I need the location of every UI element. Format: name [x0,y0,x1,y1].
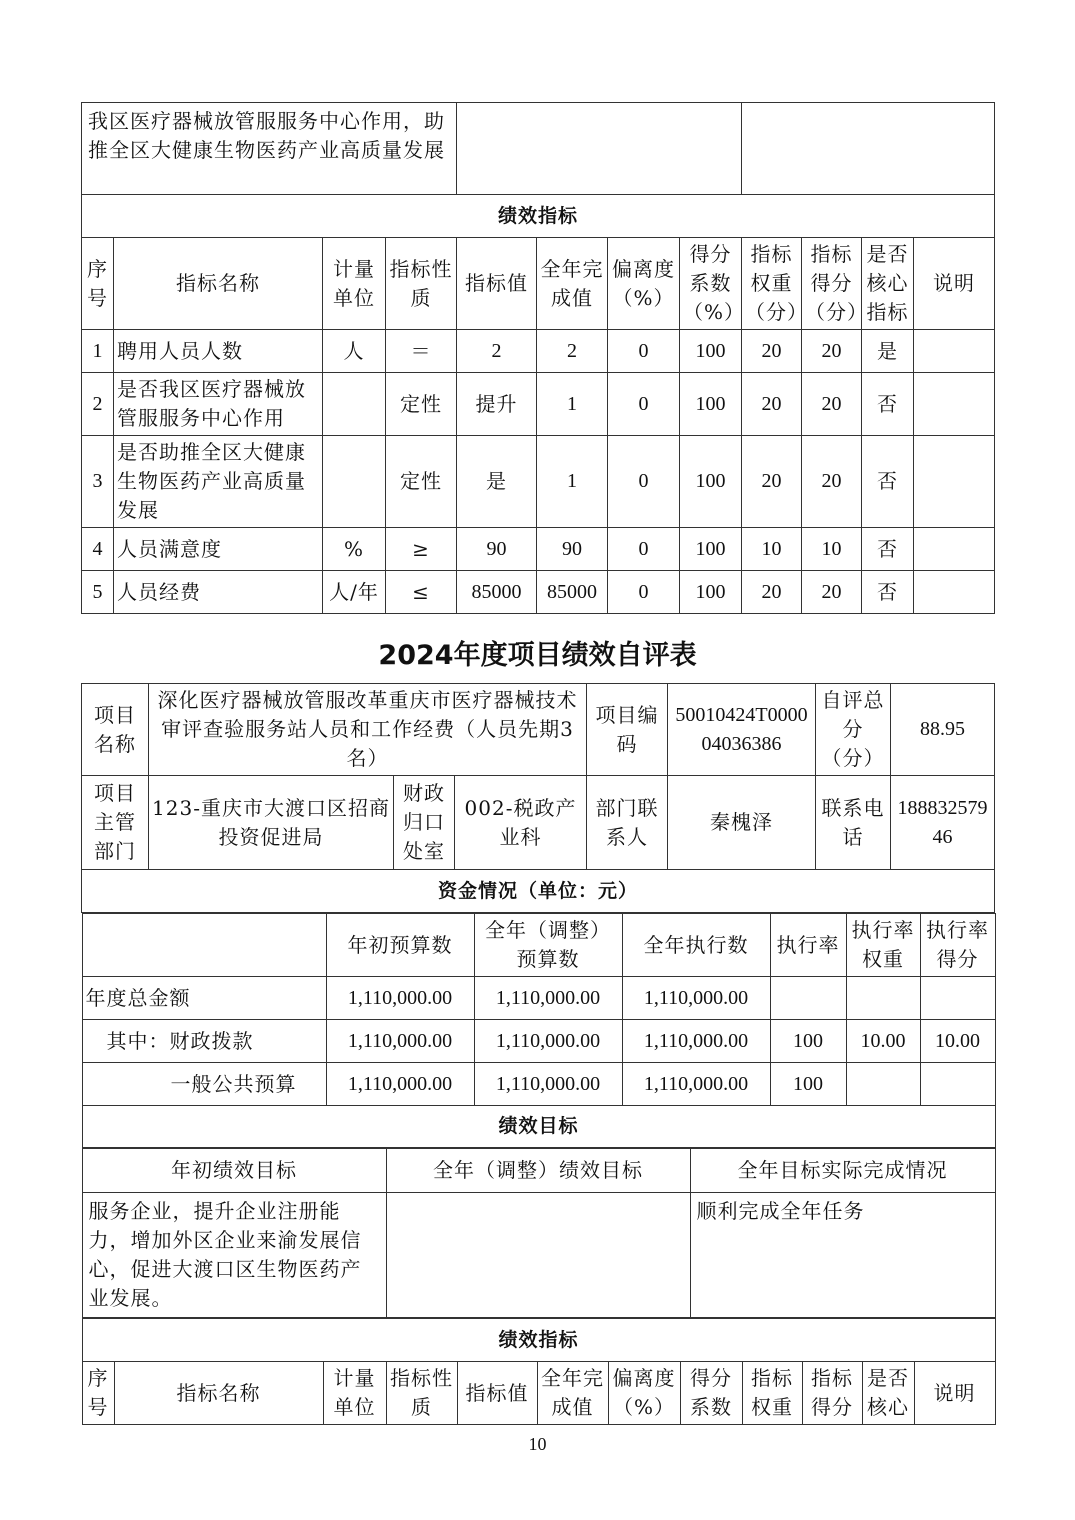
cell: 1 [537,373,608,436]
cell [323,373,386,436]
cell: 100 [680,571,742,614]
cell: 20 [742,373,802,436]
cell: 年度总金额 [82,977,326,1020]
funds-heading: 资金情况（单位：元） [82,870,995,913]
header-cell: 计量单位 [323,238,386,330]
cell: 100 [770,1020,846,1063]
dept-label: 项目主管部门 [82,776,149,870]
cell: 1 [537,436,608,528]
office-label: 财政归口处室 [394,776,455,870]
header-cell: 指标值 [457,238,537,330]
cell: 3 [82,436,114,528]
cell [770,977,846,1020]
cell [323,436,386,528]
table-header-row [82,238,995,330]
cell: 聘用人员人数 [114,330,323,373]
header-cell: 年初预算数 [326,914,474,977]
cell: 1,110,000.00 [326,1063,474,1106]
cell: 人 [323,330,386,373]
table-row [82,1063,995,1106]
cell: 1 [82,330,114,373]
header-cell: 全年（调整）预算数 [474,914,622,977]
cell: 20 [742,571,802,614]
header-cell: 指标性质 [386,1362,457,1425]
cell: 20 [802,571,862,614]
cell: 2 [82,373,114,436]
cell: 2 [457,330,537,373]
header-cell: 指标得分 [802,1362,862,1425]
cell: 10.00 [846,1020,920,1063]
cell: 20 [802,436,862,528]
cell: 1,110,000.00 [622,1020,770,1063]
cell [914,571,995,614]
goal-text-cell: 我区医疗器械放管服服务中心作用，助推全区大健康生物医药产业高质量发展 [82,103,457,195]
cell: 1,110,000.00 [622,1063,770,1106]
cell: 20 [802,373,862,436]
initial-goal: 服务企业，提升企业注册能力，增加外区企业来渝发展信心，促进大渡口区生物医药产业发展。 [82,1193,386,1318]
indicator-table-top [81,102,995,614]
header-cell: 全年目标实际完成情况 [690,1149,995,1193]
cell: 是否助推全区大健康生物医药产业高质量发展 [114,436,323,528]
cell: 是否我区医疗器械放管服服务中心作用 [114,373,323,436]
cell [920,1063,995,1106]
cell: 0 [608,528,680,571]
cell: 1,110,000.00 [474,977,622,1020]
cell: 90 [457,528,537,571]
header-cell: 是否核心 [862,1362,914,1425]
project-code: 50010424T000004036386 [668,684,816,776]
section-heading: 绩效指标 [82,195,995,238]
header-cell: 偏离度（%） [608,1362,680,1425]
header-cell: 指标权重 [742,1362,802,1425]
cell: 1,110,000.00 [474,1063,622,1106]
cell: 10 [742,528,802,571]
self-score-label: 自评总分（分） [816,684,891,776]
header-cell: 说明 [914,238,995,330]
cell: 定性 [386,373,457,436]
header-cell [82,914,326,977]
cell: 1,110,000.00 [622,977,770,1020]
cell [920,977,995,1020]
cell: 100 [680,330,742,373]
header-cell: 得分系数（%） [680,238,742,330]
cell [914,373,995,436]
cell [914,528,995,571]
cell: 90 [537,528,608,571]
cell: 否 [862,373,914,436]
cell: 100 [680,373,742,436]
header-cell: 年初绩效目标 [82,1149,386,1193]
cell: 85000 [537,571,608,614]
header-cell: 全年完成值 [537,238,608,330]
page-number: 10 [528,1434,547,1454]
cell: 1,110,000.00 [326,1020,474,1063]
header-cell: 执行率 [770,914,846,977]
actual-completion: 顺利完成全年任务 [690,1193,995,1318]
page-title: 2024年度项目绩效自评表 [378,640,697,671]
header-cell: 偏离度（%） [608,238,680,330]
table-row [82,528,995,571]
cell: 0 [608,436,680,528]
cell: 85000 [457,571,537,614]
cell: 20 [742,436,802,528]
goal-actual-cell [742,103,995,195]
goals-heading: 绩效目标 [82,1106,995,1148]
cell: 2 [537,330,608,373]
contact: 秦槐泽 [668,776,816,870]
contact-label: 部门联系人 [587,776,668,870]
cell: 0 [608,330,680,373]
header-cell: 说明 [914,1362,995,1425]
table-row [82,373,995,436]
cell: 其中：财政拨款 [82,1020,326,1063]
header-cell: 执行率得分 [920,914,995,977]
self-score: 88.95 [891,684,995,776]
project-name-label: 项目名称 [82,684,149,776]
cell: 20 [742,330,802,373]
cell: 否 [862,436,914,528]
table-row [82,571,995,614]
header-cell: 指标性质 [386,238,457,330]
cell: 定性 [386,436,457,528]
cell: 是 [457,436,537,528]
header-cell: 全年（调整）绩效目标 [386,1149,690,1193]
cell: 人员经费 [114,571,323,614]
table-row [82,436,995,528]
goals-header-row [82,1149,995,1193]
cell: 0 [608,373,680,436]
cell: 人/年 [323,571,386,614]
header-cell: 计量单位 [323,1362,386,1425]
header-cell: 得分系数 [680,1362,742,1425]
cell: 是 [862,330,914,373]
header-cell: 序号 [82,238,114,330]
cell: 20 [802,330,862,373]
cell: 5 [82,571,114,614]
funds-header-row [82,914,995,977]
cell [914,436,995,528]
cell: 人员满意度 [114,528,323,571]
cell: 100 [680,528,742,571]
cell: 否 [862,571,914,614]
cell: 一般公共预算 [82,1063,326,1106]
office: 002-税政产业科 [455,776,587,870]
cell: 1,110,000.00 [326,977,474,1020]
table-header-row [82,1362,995,1425]
cell: 10 [802,528,862,571]
cell: % [323,528,386,571]
cell: 100 [680,436,742,528]
cell: 0 [608,571,680,614]
cell: 10.00 [920,1020,995,1063]
header-cell: 全年执行数 [622,914,770,977]
header-cell: 全年完成值 [537,1362,608,1425]
table-row [82,977,995,1020]
indicator-heading: 绩效指标 [82,1319,995,1362]
table-row [82,1020,995,1063]
cell: ≥ [386,528,457,571]
header-cell: 执行率权重 [846,914,920,977]
phone-label: 联系电话 [816,776,891,870]
cell: 提升 [457,373,537,436]
cell: 否 [862,528,914,571]
cell: 4 [82,528,114,571]
header-cell: 是否核心指标 [862,238,914,330]
cell: 1,110,000.00 [474,1020,622,1063]
goal-adjusted-cell [457,103,742,195]
table-row [82,330,995,373]
header-cell: 指标名称 [114,238,323,330]
phone: 18883257946 [891,776,995,870]
self-evaluation-table [81,683,995,1425]
header-cell: 序号 [82,1362,114,1425]
cell: 100 [770,1063,846,1106]
header-cell: 指标权重（分） [742,238,802,330]
header-cell: 指标得分（分） [802,238,862,330]
cell: ≤ [386,571,457,614]
header-cell: 指标值 [457,1362,537,1425]
adjusted-goal [386,1193,690,1318]
header-cell: 指标名称 [114,1362,323,1425]
indicator-table-bottom [82,1318,996,1425]
dept: 123-重庆市大渡口区招商投资促进局 [149,776,394,870]
funds-table [82,913,996,1148]
cell [846,977,920,1020]
project-code-label: 项目编码 [587,684,668,776]
goals-table [82,1148,996,1318]
project-name: 深化医疗器械放管服改革重庆市医疗器械技术审评查验服务站人员和工作经费（人员先期3名） [149,684,587,776]
cell: ＝ [386,330,457,373]
cell [846,1063,920,1106]
cell [914,330,995,373]
